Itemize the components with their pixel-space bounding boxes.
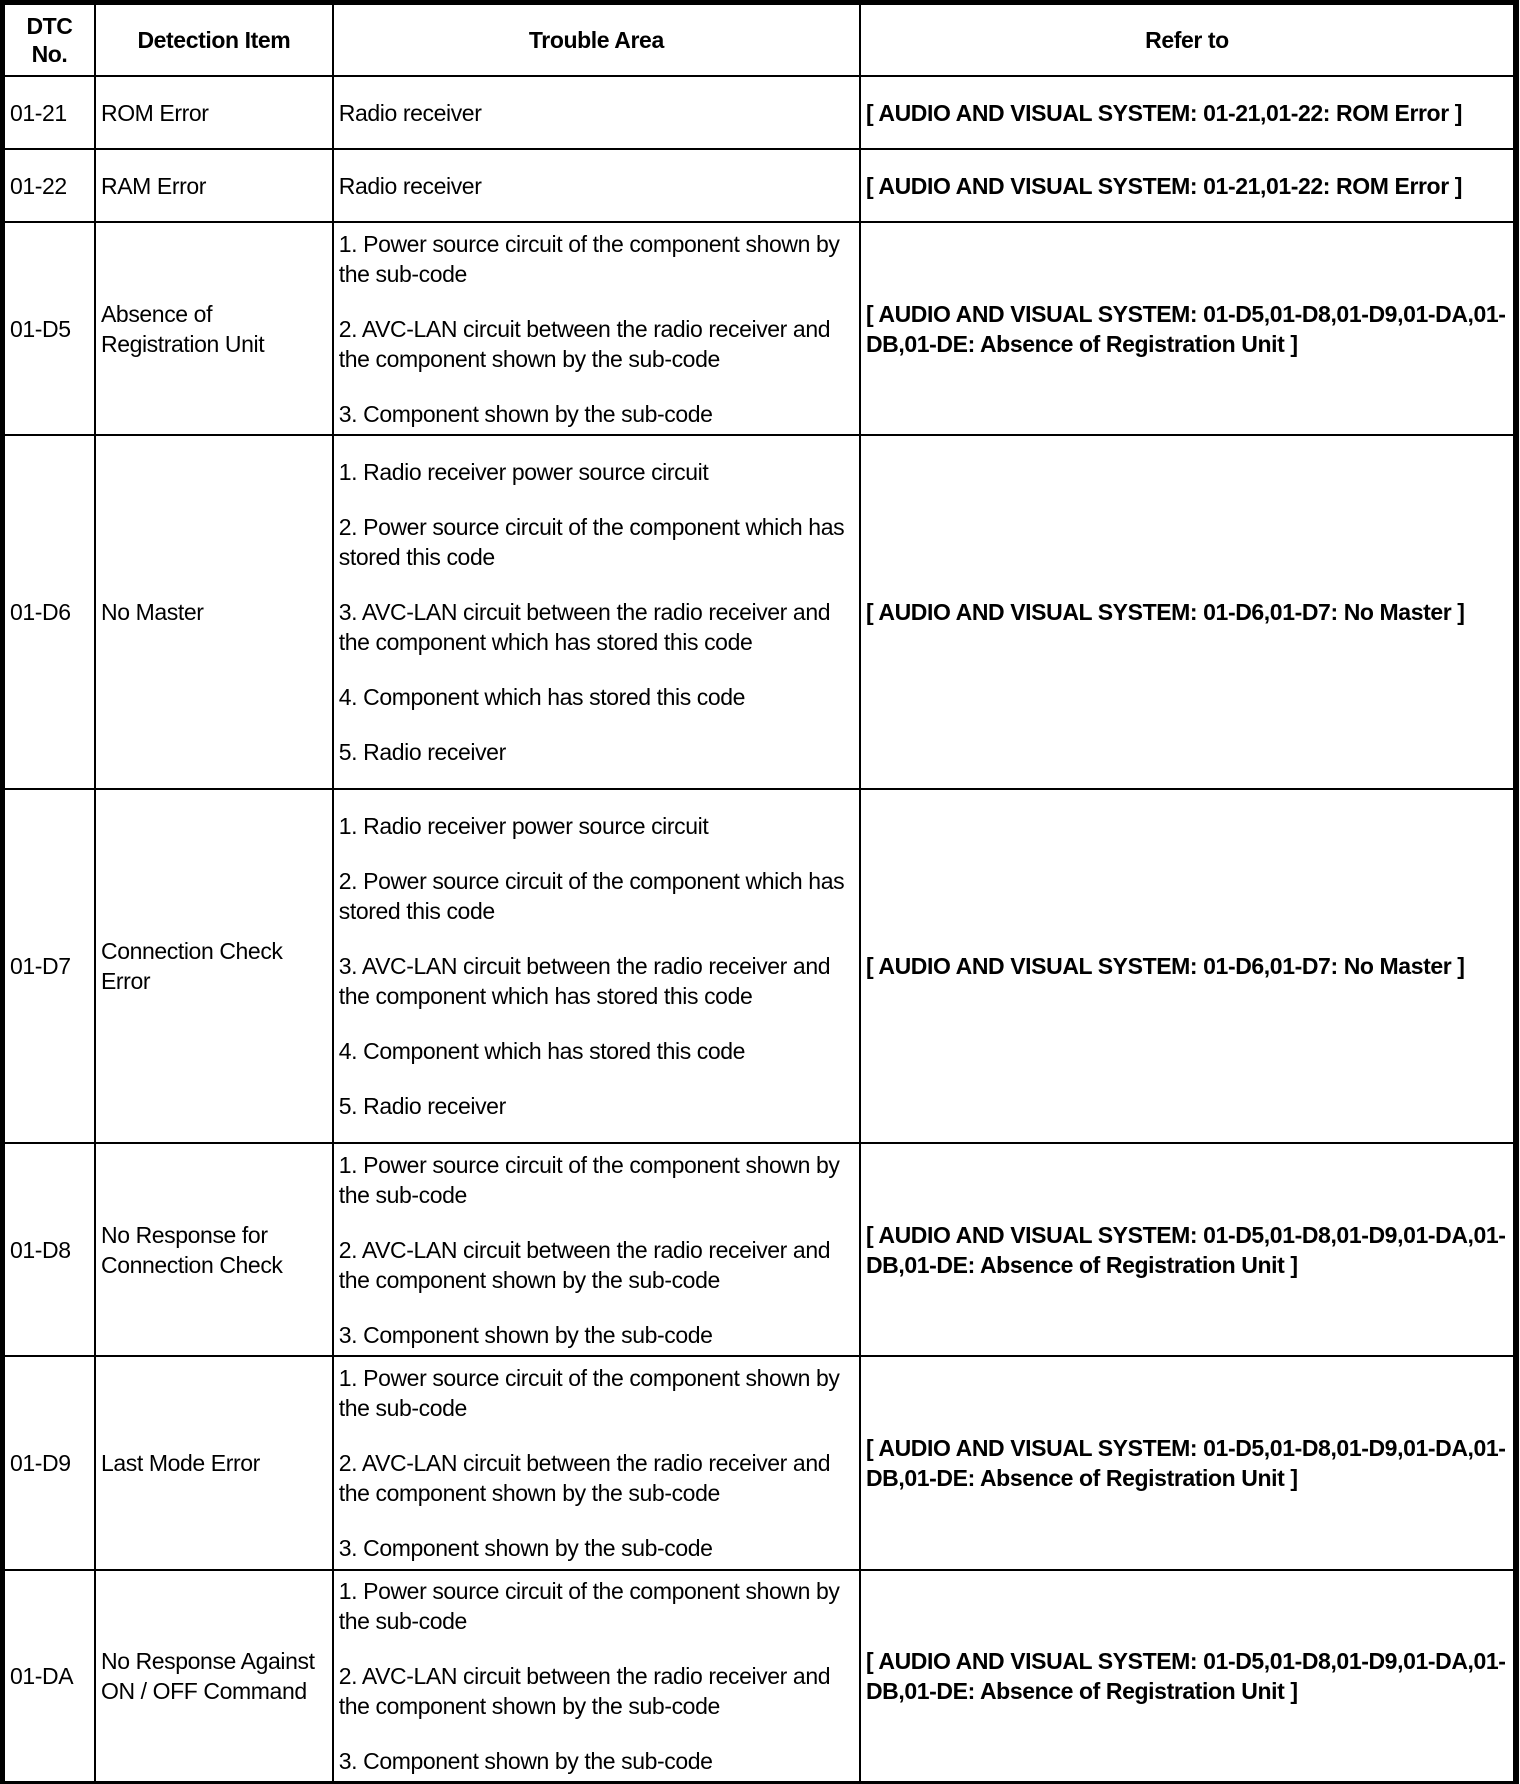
trouble-area-item: 4. Component which has stored this code	[338, 684, 746, 710]
dtc-code-cell: 01-D6	[4, 435, 95, 789]
trouble-area-item: 2. AVC-LAN circuit between the radio receiver and the component shown by the sub-code	[338, 315, 831, 372]
trouble-area-item: 3. Component shown by the sub-code	[338, 400, 713, 427]
dtc-code-cell: 01-22	[4, 149, 95, 222]
refer-to-link[interactable]: [ AUDIO AND VISUAL SYSTEM: 01-D5,01-D8,01-D9,01-DA,01-DB,01-DE: Absence of Registration Unit ]	[860, 1570, 1514, 1782]
trouble-area-item: 5. Radio receiver	[338, 739, 506, 765]
trouble-area-item: 1. Power source circuit of the component shown by the sub-code	[338, 1578, 840, 1634]
trouble-area-item: 1. Power source circuit of the component shown by the sub-code	[338, 1365, 840, 1421]
trouble-area-item: Radio receiver	[338, 172, 482, 199]
trouble-area-item: 3. Component shown by the sub-code	[338, 1321, 713, 1348]
detection-item-cell: RAM Error	[95, 149, 333, 222]
trouble-area-item: 3. AVC-LAN circuit between the radio receiver and the component which has stored this code	[338, 953, 831, 1009]
trouble-area-cell	[333, 435, 860, 789]
trouble-area-item: 2. AVC-LAN circuit between the radio receiver and the component shown by the sub-code	[338, 1663, 831, 1719]
detection-item-cell: Connection Check Error	[95, 789, 333, 1143]
table-row	[4, 149, 1514, 222]
trouble-area-cell	[333, 222, 860, 435]
detection-item-cell: No Response for Connection Check	[95, 1143, 333, 1356]
trouble-area-item: 2. AVC-LAN circuit between the radio receiver and the component shown by the sub-code	[338, 1236, 831, 1293]
table-row	[4, 1570, 1514, 1782]
trouble-area-item: 1. Radio receiver power source circuit	[338, 459, 709, 485]
trouble-area-item: 1. Radio receiver power source circuit	[338, 813, 709, 839]
dtc-code-cell: 01-21	[4, 76, 95, 149]
trouble-area-item: 3. AVC-LAN circuit between the radio receiver and the component which has stored this code	[338, 599, 831, 655]
refer-to-link[interactable]: [ AUDIO AND VISUAL SYSTEM: 01-D5,01-D8,01-D9,01-DA,01-DB,01-DE: Absence of Registration Unit ]	[860, 1356, 1514, 1570]
refer-to-link[interactable]: [ AUDIO AND VISUAL SYSTEM: 01-D6,01-D7: No Master ]	[860, 789, 1514, 1143]
trouble-area-item: Radio receiver	[338, 99, 482, 126]
table-row	[4, 1356, 1514, 1570]
dtc-code-cell: 01-DA	[4, 1570, 95, 1782]
trouble-area-item: 1. Power source circuit of the component shown by the sub-code	[338, 1151, 840, 1208]
header-detection-item: Detection Item	[95, 4, 333, 76]
refer-to-link[interactable]: [ AUDIO AND VISUAL SYSTEM: 01-D6,01-D7: No Master ]	[860, 435, 1514, 789]
refer-to-link[interactable]: [ AUDIO AND VISUAL SYSTEM: 01-21,01-22: ROM Error ]	[860, 149, 1514, 222]
trouble-area-cell	[333, 789, 860, 1143]
table-row	[4, 222, 1514, 435]
trouble-area-item: 2. AVC-LAN circuit between the radio receiver and the component shown by the sub-code	[338, 1450, 831, 1506]
refer-to-link[interactable]: [ AUDIO AND VISUAL SYSTEM: 01-D5,01-D8,01-D9,01-DA,01-DB,01-DE: Absence of Registration Unit ]	[860, 222, 1514, 435]
dtc-code-cell: 01-D9	[4, 1356, 95, 1570]
trouble-area-item: 4. Component which has stored this code	[338, 1038, 746, 1064]
trouble-area-item: 5. Radio receiver	[338, 1093, 506, 1119]
header-dtc-no: DTC No.	[4, 4, 95, 76]
header-trouble-area: Trouble Area	[333, 4, 860, 76]
detection-item-cell: Absence of Registration Unit	[95, 222, 333, 435]
header-row	[4, 4, 1514, 76]
table-row	[4, 1143, 1514, 1356]
refer-to-link[interactable]: [ AUDIO AND VISUAL SYSTEM: 01-21,01-22: ROM Error ]	[860, 76, 1514, 149]
trouble-area-cell	[333, 149, 860, 222]
refer-to-link[interactable]: [ AUDIO AND VISUAL SYSTEM: 01-D5,01-D8,01-D9,01-DA,01-DB,01-DE: Absence of Registration Unit ]	[860, 1143, 1514, 1356]
header-refer-to: Refer to	[860, 4, 1514, 76]
trouble-area-item: 1. Power source circuit of the component shown by the sub-code	[338, 230, 840, 287]
detection-item-cell: ROM Error	[95, 76, 333, 149]
trouble-area-item: 2. Power source circuit of the component which has stored this code	[338, 514, 845, 570]
detection-item-cell: No Master	[95, 435, 333, 789]
trouble-area-cell	[333, 1356, 860, 1570]
dtc-code-cell: 01-D5	[4, 222, 95, 435]
trouble-area-item: 2. Power source circuit of the component which has stored this code	[338, 868, 845, 924]
trouble-area-item: 3. Component shown by the sub-code	[338, 1535, 713, 1561]
trouble-area-item: 3. Component shown by the sub-code	[338, 1748, 713, 1774]
trouble-area-cell	[333, 76, 860, 149]
dtc-code-cell: 01-D8	[4, 1143, 95, 1356]
table-row	[4, 76, 1514, 149]
detection-item-cell: No Response Against ON / OFF Command	[95, 1570, 333, 1782]
trouble-area-cell	[333, 1143, 860, 1356]
table-row	[4, 789, 1514, 1143]
trouble-area-cell	[333, 1570, 860, 1782]
dtc-table	[3, 3, 1515, 1783]
dtc-code-cell: 01-D7	[4, 789, 95, 1143]
detection-item-cell: Last Mode Error	[95, 1356, 333, 1570]
table-row	[4, 435, 1514, 789]
